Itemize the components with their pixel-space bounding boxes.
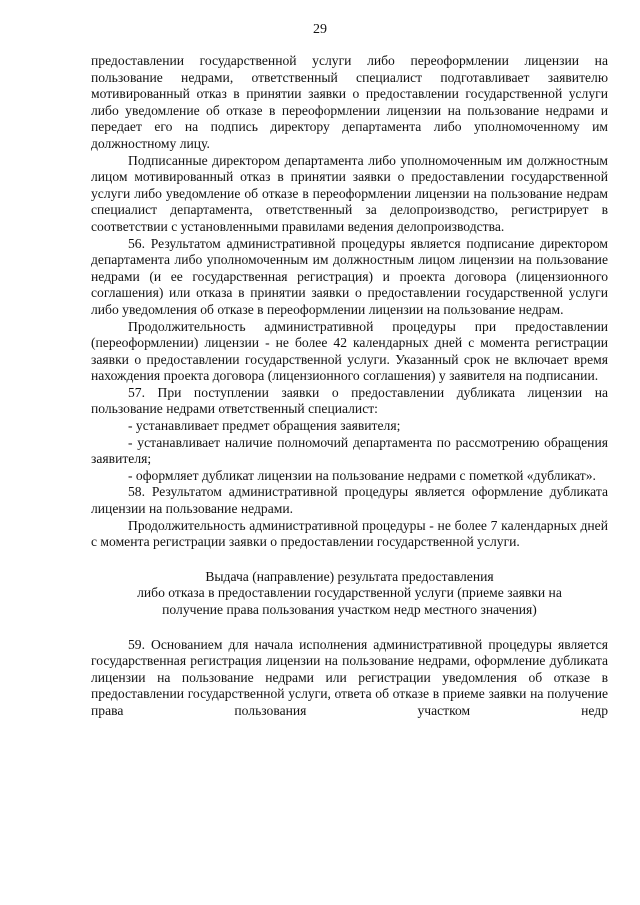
document-body [91, 53, 608, 720]
paragraph-duration-56: Продолжительность административной процедуры при предоставлении (переоформлении) лицензии - не более 42 календарных дней с момента регистрации заявки о предоставлении государственной услуги. Указанный срок не включает время нахождения проекта договора (лицензионного соглашения) у заявителя на подписании. [91, 318, 608, 384]
paragraph-item-59: 59. Основанием для начала исполнения административной процедуры является государственная регистрация лицензии на пользование недрами, оформление дубликата лицензии на пользование недрами или регистрации уведомления об отказе в предоставлении государственной услуги, ответа об отказе в приеме заявки на получение права пользования участком недр [91, 636, 608, 718]
paragraph-signed-refusal: Подписанные директором департамента либо уполномоченным им должностным лицом мотивированный отказ в принятии заявки о предоставлении государственной услуги либо уведомление об отказе в переоформлении лицензии на пользование недрам специалист департамента, ответственный за делопроизводство, регистрирует в соответствии с установленными правилами ведения делопроизводства. [91, 152, 608, 234]
list-item-duplicate: - оформляет дубликат лицензии на пользование недрами с пометкой «дубликат». [128, 467, 596, 483]
list-item-authority: - устанавливает наличие полномочий департамента по рассмотрению обращения заявителя; [91, 434, 608, 467]
list-item-subject: - устанавливает предмет обращения заявителя; [128, 418, 401, 434]
page-number: 29 [313, 22, 327, 37]
paragraph-item-56: 56. Результатом административной процедуры является подписание директором департамента либо уполномоченным им должностным лицом лицензии на пользование недрами (и ее государственная регистрация) и проекта договора (лицензионного соглашения) или отказа в принятии заявки о предоставлении государственной услуги либо уведомления об отказе в переоформлении лицензии на пользование недрам. [91, 235, 608, 317]
section-heading-line-3: получение права пользования участком недр местного значения) [162, 602, 537, 617]
paragraph-item-58: 58. Результатом административной процедуры является оформление дубликата лицензии на пользование недрами. [91, 484, 608, 517]
section-heading-line-2: либо отказа в предоставлении государственной услуги (приеме заявки на [137, 585, 562, 601]
section-heading [91, 569, 608, 619]
paragraph-item-57: 57. При поступлении заявки о предоставлении дубликата лицензии на пользование недрами ответственный специалист: [91, 384, 608, 417]
paragraph-continuation: предоставлении государственной услуги либо переоформлении лицензии на пользование недрами, ответственный специалист подготавливает заявителю мотивированный отказ в принятии заявки о предоставлении государственной услуги либо уведомление об отказе в переоформлении лицензии на пользование недрами и передает его на подпись директору департамента либо уполномоченному им должностному лицу. [91, 53, 608, 151]
paragraph-duration-58: Продолжительность административной процедуры - не более 7 календарных дней с момента регистрации заявки о предоставлении государственной услуги. [91, 517, 608, 550]
section-heading-line-1: Выдача (направление) результата предоставления [205, 568, 494, 584]
